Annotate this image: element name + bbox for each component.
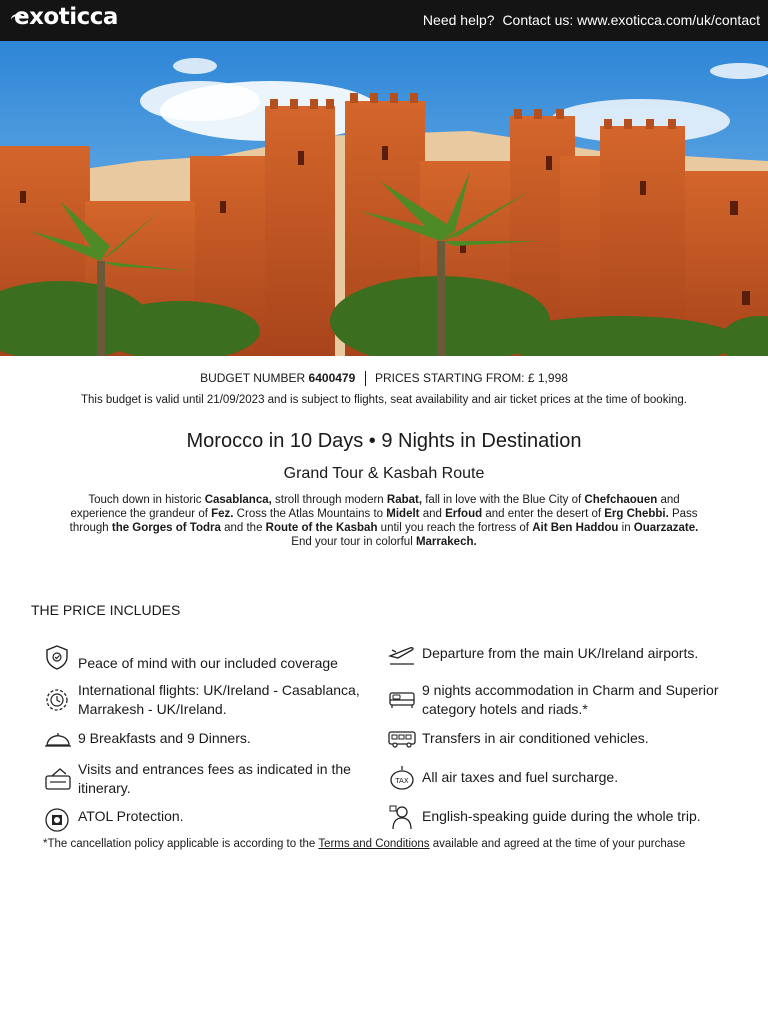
trip-description bbox=[64, 493, 704, 549]
atol-badge-icon bbox=[44, 807, 70, 838]
description-highlight: Midelt bbox=[386, 508, 420, 520]
price-label: PRICES STARTING FROM: bbox=[374, 371, 525, 385]
include-text: English-speaking guide during the whole trip. bbox=[422, 808, 701, 824]
description-text: and experience the grandeur of bbox=[70, 494, 680, 520]
description-text: Pass through bbox=[69, 508, 698, 534]
meta-divider bbox=[365, 371, 366, 386]
exoticca-logo[interactable]: exoticca bbox=[14, 4, 118, 30]
airplane-departure-icon bbox=[388, 644, 416, 671]
trip-subtitle: Grand Tour & Kasbah Route bbox=[283, 465, 485, 482]
description-text: Touch down in historic bbox=[88, 494, 205, 506]
ticket-icon bbox=[44, 766, 72, 797]
footnote-text: *The cancellation policy applicable is according to the bbox=[43, 838, 319, 850]
guide-icon bbox=[388, 803, 416, 836]
description-highlight: Marrakech. bbox=[415, 536, 477, 548]
bed-icon bbox=[388, 687, 416, 716]
globe-flight-icon bbox=[44, 687, 70, 718]
help-label: Need help? bbox=[422, 12, 495, 28]
budget-number: 6400479 bbox=[308, 371, 356, 385]
description-text: and bbox=[419, 508, 446, 520]
footnote-text-end: available and agreed at the time of your purchase bbox=[429, 838, 686, 850]
description-highlight: Casablanca, bbox=[204, 494, 272, 506]
include-text: All air taxes and fuel surcharge. bbox=[422, 769, 619, 785]
description-text: and the bbox=[220, 522, 266, 534]
include-text: Visits and entrances fees as indicated in the itinerary. bbox=[78, 761, 351, 796]
shield-icon bbox=[44, 644, 70, 675]
description-highlight: Erfoud bbox=[445, 508, 483, 520]
hero-image bbox=[0, 41, 768, 356]
budget-label: BUDGET NUMBER bbox=[200, 371, 306, 385]
description-text: fall in love with the Blue City of bbox=[422, 494, 585, 506]
include-text: Departure from the main UK/Ireland airports. bbox=[422, 645, 699, 661]
tax-piggy-icon bbox=[388, 764, 416, 797]
description-highlight: Fez. bbox=[211, 508, 234, 520]
includes-title: THE PRICE INCLUDES bbox=[31, 602, 181, 618]
trip-title: Morocco in 10 Days • 9 Nights in Destination bbox=[186, 430, 582, 452]
description-text: Cross the Atlas Mountains to bbox=[233, 508, 387, 520]
include-text: Transfers in air conditioned vehicles. bbox=[422, 730, 649, 746]
description-text: in bbox=[618, 522, 634, 534]
include-text: International flights: UK/Ireland - Casablanca, Marrakesh - UK/Ireland. bbox=[78, 682, 360, 717]
description-highlight: Erg Chebbi. bbox=[604, 508, 669, 520]
description-highlight: Rabat, bbox=[386, 494, 423, 506]
validity-note: This budget is valid until 21/09/2023 and is subject to flights, seat availability and air ticket prices at the time of booking. bbox=[80, 394, 687, 406]
price-value: £ 1,998 bbox=[527, 371, 568, 385]
description-text: End your tour in colorful bbox=[291, 536, 416, 548]
include-text: Peace of mind with our included coverage bbox=[78, 655, 338, 671]
food-tray-icon bbox=[44, 729, 72, 754]
include-text: 9 Breakfasts and 9 Dinners. bbox=[78, 730, 251, 746]
budget-meta bbox=[0, 371, 768, 386]
description-highlight: Ait Ben Haddou bbox=[532, 522, 619, 534]
include-text: ATOL Protection. bbox=[78, 808, 184, 824]
description-highlight: Route of the Kasbah bbox=[265, 522, 378, 534]
help-contact bbox=[419, 12, 760, 28]
contact-link[interactable]: Contact us: www.exoticca.com/uk/contact bbox=[502, 12, 760, 28]
description-text: and enter the desert of bbox=[482, 508, 605, 520]
include-text: 9 nights accommodation in Charm and Superior category hotels and riads.* bbox=[422, 682, 719, 717]
cancellation-footnote bbox=[43, 837, 713, 851]
svg-text:TAX: TAX bbox=[395, 777, 409, 785]
description-highlight: Ouarzazate. bbox=[633, 522, 699, 534]
description-highlight: Chefchaouen bbox=[584, 494, 658, 506]
bus-icon bbox=[388, 729, 416, 754]
description-text: until you reach the fortress of bbox=[377, 522, 533, 534]
terms-link[interactable]: Terms and Conditions bbox=[318, 838, 430, 850]
top-bar bbox=[0, 0, 768, 41]
description-text: stroll through modern bbox=[271, 494, 387, 506]
description-highlight: the Gorges of Todra bbox=[111, 522, 221, 534]
